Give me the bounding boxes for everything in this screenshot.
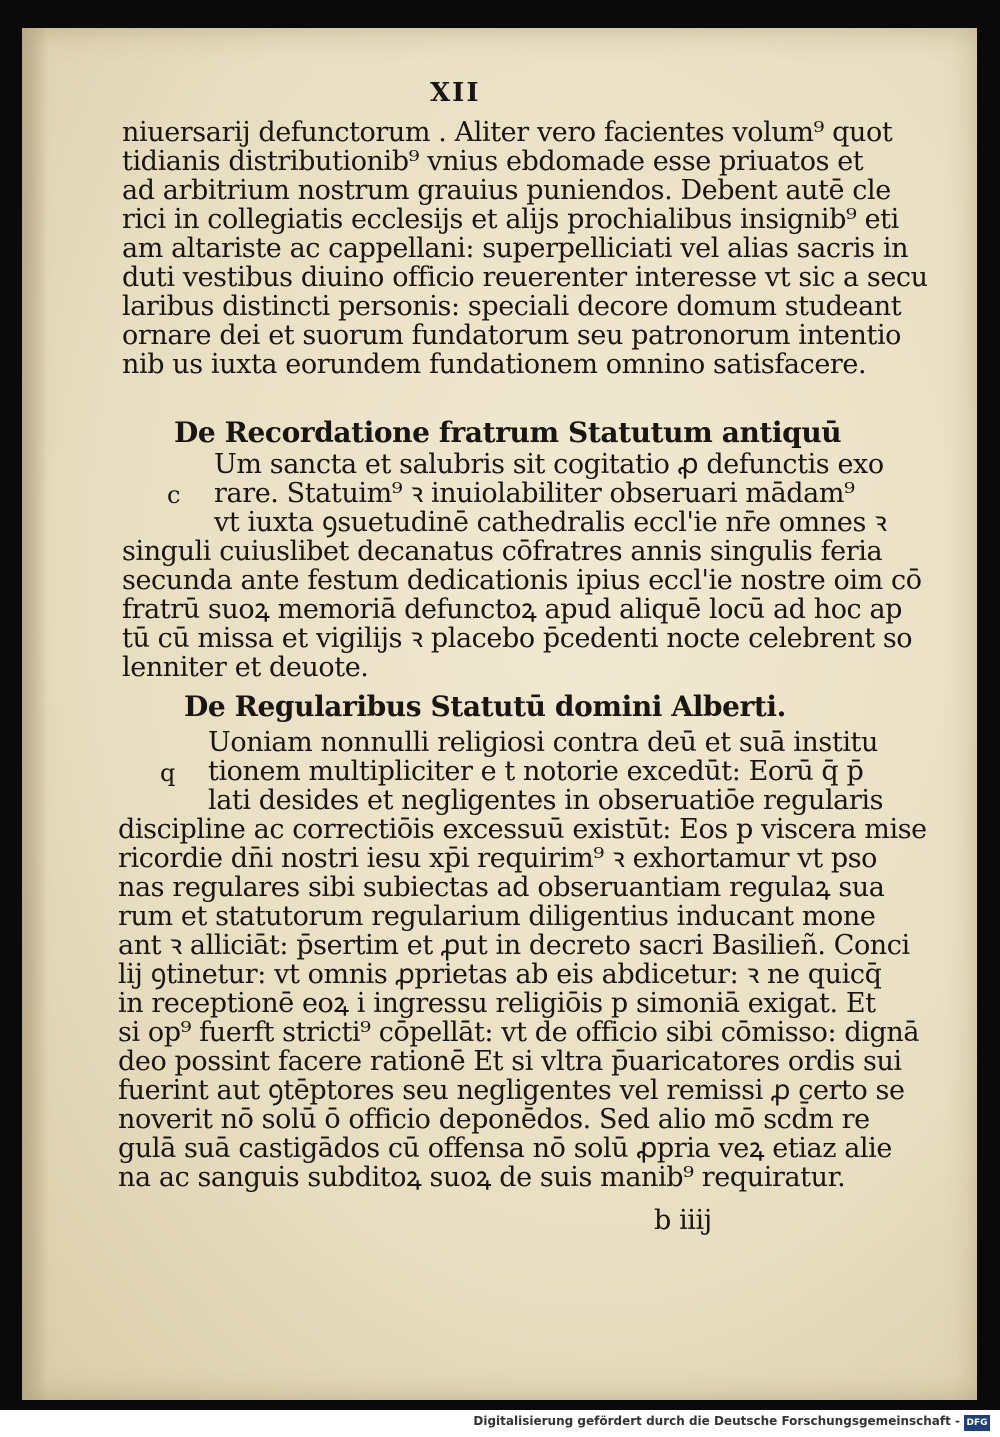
text-line: deo possint facere rationē Et si vltra p̄uaricatores ordis sui — [118, 1046, 902, 1077]
text-line: noverit nō solū ō officio deponēdos. Sed alio mō scd̄m re — [118, 1104, 870, 1135]
text-line: Uoniam nonnulli religiosi contra deū et suā institu — [208, 727, 878, 758]
initial-letter: q — [160, 759, 175, 787]
text-line: duti vestibus diuino officio reuerenter interesse vt sic a secu — [122, 262, 928, 293]
text-line: vt iuxta ꝯsuetudinē cathedralis eccl'ie nr̄e omnes ꝛ — [214, 507, 887, 538]
text-line: singuli cuiuslibet decanatus cōfratres annis singulis feria — [122, 536, 883, 567]
text-line: fuerint aut ꝯtēptores seu negligentes vel remissi ꝓ certo se — [118, 1075, 905, 1106]
text-line: lati desides et negligentes in obseruatiōe regularis — [208, 785, 884, 816]
text-line: ant ꝛ alliciāt: p̄sertim et ꝓut in decreto sacri Basilieñ. Conci — [118, 930, 910, 961]
folio-number: XII — [430, 78, 481, 108]
funding-credit: Digitalisierung gefördert durch die Deutsche Forschungsgemeinschaft - — [473, 1414, 960, 1428]
footer-bar — [0, 1410, 1000, 1437]
page-edge — [22, 28, 48, 1400]
text-line: ricordie dn̄i nostri iesu xp̄i requirim⁹ ꝛ exhortamur vt pso — [118, 843, 878, 874]
text-line: tū cū missa et vigilijs ꝛ placebo p̄cedenti nocte celebrent so — [122, 623, 913, 654]
text-line: lenniter et deuote. — [122, 652, 369, 683]
text-line: nib us iuxta eorundem fundationem omnino satisfacere. — [122, 349, 867, 380]
section-heading: De Regularibus Statutū domini Alberti. — [184, 690, 786, 723]
text-line: ornare dei et suorum fundatorum seu patronorum intentio — [122, 320, 902, 351]
text-line: nas regulares sibi subiectas ad obseruantiam regulaꝝ sua — [118, 872, 885, 903]
text-line: tidianis distributionib⁹ vnius ebdomade esse priuatos et — [122, 146, 864, 177]
text-line: rare. Statuim⁹ ꝛ inuiolabiliter obseruari mādam⁹ — [214, 478, 855, 509]
text-line: am altariste ac cappellani: superpelliciati vel alias sacris in — [122, 233, 909, 264]
text-line: rici in collegiatis ecclesijs et alijs prochialibus insignib⁹ eti — [122, 204, 899, 235]
text-line: laribus distincti personis: speciali decore domum studeant — [122, 291, 902, 322]
book-page — [22, 28, 977, 1400]
signature-mark: b iiij — [654, 1205, 712, 1236]
text-line: secunda ante festum dedicationis ipius eccl'ie nostre oim cō — [122, 565, 922, 596]
text-line: ad arbitrium nostrum grauius puniendos. Debent autē cle — [122, 175, 891, 206]
text-line: fratrū suoꝝ memoriā defunctoꝝ apud aliquē locū ad hoc ap — [122, 594, 903, 625]
text-line: niuersarij defunctorum . Aliter vero facientes volum⁹ quot — [122, 117, 893, 148]
dfg-logo: DFG — [964, 1415, 990, 1431]
section-heading: De Recordatione fratrum Statutum antiquū — [174, 416, 842, 449]
text-line: tionem multipliciter e t notorie excedūt: Eorū q̄ p̄ — [208, 756, 864, 787]
text-line: rum et statutorum regularium diligentius inducant mone — [118, 901, 876, 932]
text-line: gulā suā castigādos cū offensa nō solū ꝓpria veꝝ etiaz alie — [118, 1133, 892, 1164]
text-line: in receptionē eoꝝ i ingressu religiōis p simoniā exigat. Et — [118, 988, 876, 1019]
text-line: si op⁹ fuerft stricti⁹ cōpellāt: vt de officio sibi cōmisso: dignā — [118, 1017, 920, 1048]
text-line: Um sancta et salubris sit cogitatio ꝓ defunctis exo — [214, 449, 884, 480]
text-line: na ac sanguis subditoꝝ suoꝝ de suis manib⁹ requiratur. — [118, 1162, 846, 1193]
initial-letter: c — [167, 481, 181, 509]
text-line: discipline ac correctiōis excessuū existūt: Eos p viscera mise — [118, 814, 927, 845]
text-line: lij ꝯtinetur: vt omnis ꝓprietas ab eis abdicetur: ꝛ ne quicq̄ — [118, 959, 882, 990]
